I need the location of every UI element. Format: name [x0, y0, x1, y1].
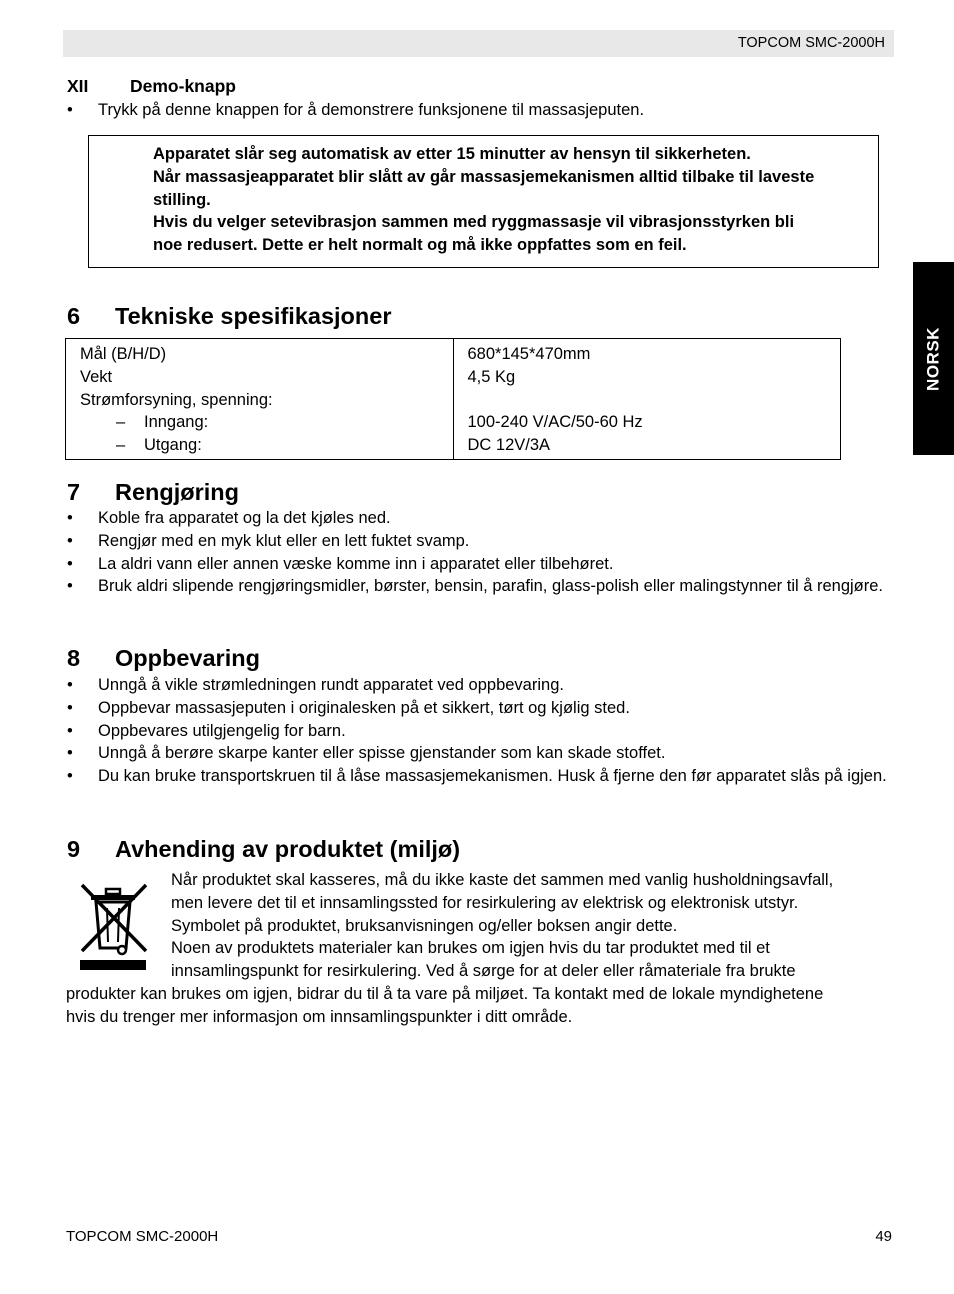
storage-heading-number: 8 [67, 645, 81, 671]
spec-value: 4,5 Kg [467, 367, 516, 386]
storage-bullets [67, 674, 893, 788]
disposal-line: produkter kan brukes om igjen, bidrar du til å ta vare på miljøet. Ta kontakt med de lokale myndighetene [66, 985, 824, 1003]
spec-value: DC 12V/3A [467, 436, 551, 455]
disposal-paragraph-bottom [66, 983, 896, 1029]
specs-heading-number: 6 [67, 303, 81, 329]
specs-labels-cell [66, 339, 454, 460]
cleaning-heading [67, 478, 239, 506]
demo-heading [67, 75, 236, 98]
list-item: • Rengjør med en myk klut eller en lett fuktet svamp. [67, 530, 893, 553]
list-item: • Bruk aldri slipende rengjøringsmidler, børster, bensin, parafin, glass-polish eller malingstynner til å rengjøre. [67, 575, 893, 598]
specs-heading-title: Tekniske spesifikasjoner [115, 303, 392, 329]
list-item: • Oppbevar massasjeputen i originalesken på et sikkert, tørt og kjølig sted. [67, 697, 893, 720]
spec-value [468, 389, 841, 412]
disposal-line: Symbolet på produktet, bruksanvisningen og/eller boksen angir dette. [171, 916, 678, 935]
disposal-paragraph-top [171, 869, 893, 983]
spec-value: 100-240 V/AC/50-60 Hz [467, 413, 643, 432]
list-item: • Oppbevares utilgjengelig for barn. [67, 720, 893, 743]
note-line: noe redusert. Dette er helt normalt og må ikke oppfattes som en feil. [153, 236, 687, 255]
spec-sub-label [80, 411, 453, 434]
list-item: • La aldri vann eller annen væske komme inn i apparatet eller tilbehøret. [67, 553, 893, 576]
dash-marker: – [116, 413, 126, 432]
spec-label: Mål (B/H/D) [80, 345, 167, 363]
demo-heading-title: Demo-knapp [130, 76, 236, 96]
specs-table [65, 338, 841, 460]
disposal-line: Når produktet skal kasseres, må du ikke kaste det sammen med vanlig husholdningsavfall, [171, 871, 834, 889]
spec-sub-label [80, 434, 453, 457]
footer-model: TOPCOM SMC-2000H [66, 1228, 219, 1245]
crossed-out-wheelie-bin-icon [78, 880, 148, 972]
language-tab-label: NORSK [923, 326, 943, 391]
cleaning-heading-title: Rengjøring [115, 479, 240, 505]
disposal-line: innsamlingspunkt for resirkulering. Ved å sørge for at deler eller råmateriale fra brukte [171, 962, 796, 981]
demo-heading-number: XII [67, 76, 89, 96]
cleaning-heading-number: 7 [67, 479, 81, 505]
header-model: TOPCOM SMC-2000H [737, 35, 885, 51]
note-box [88, 135, 879, 268]
storage-heading-title: Oppbevaring [115, 645, 260, 671]
note-line: Når massasjeapparatet blir slått av går massasjemekanismen alltid tilbake til laveste [153, 167, 815, 186]
note-line: Hvis du velger setevibrasjon sammen med ryggmassasje vil vibrasjonsstyrken bli [153, 213, 795, 232]
dash-marker: – [116, 436, 126, 455]
disposal-line: men levere det til et innsamlingssted for resirkulering av elektrisk og elektronisk utstyr. [171, 893, 799, 912]
disposal-heading-title: Avhending av produktet (miljø) [115, 836, 461, 862]
language-tab [913, 262, 954, 455]
list-item: • Koble fra apparatet og la det kjøles ned. [67, 507, 893, 530]
disposal-heading [67, 835, 460, 863]
disposal-line: hvis du trenger mer informasjon om innsamlingspunkter i ditt område. [66, 1007, 573, 1026]
specs-heading [67, 302, 391, 330]
spec-label: Utgang: [144, 436, 202, 455]
demo-bullets [67, 99, 893, 122]
spec-label: Vekt [80, 367, 113, 386]
list-item: • Unngå å berøre skarpe kanter eller spisse gjenstander som kan skade stoffet. [67, 742, 893, 765]
page-header [63, 30, 894, 57]
cleaning-bullets [67, 507, 893, 598]
storage-heading [67, 644, 260, 672]
note-line: stilling. [153, 190, 211, 209]
page-number: 49 [875, 1228, 892, 1245]
specs-values-cell [453, 339, 841, 460]
list-item: • Du kan bruke transportskruen til å låse massasjemekanismen. Husk å fjerne den før apparatet slås på igjen. [67, 765, 893, 788]
spec-value: 680*145*470mm [467, 345, 591, 363]
table-row [66, 339, 841, 460]
list-item: • Unngå å vikle strømledningen rundt apparatet ved oppbevaring. [67, 674, 893, 697]
spec-label: Inngang: [144, 413, 209, 432]
list-item: • Trykk på denne knappen for å demonstrere funksjonene til massasjeputen. [67, 99, 893, 122]
note-line: Apparatet slår seg automatisk av etter 15 minutter av hensyn til sikkerheten. [153, 145, 751, 163]
disposal-line: Noen av produktets materialer kan brukes om igjen hvis du tar produktet med til et [171, 939, 770, 958]
spec-label: Strømforsyning, spenning: [80, 390, 273, 409]
disposal-heading-number: 9 [67, 836, 81, 862]
